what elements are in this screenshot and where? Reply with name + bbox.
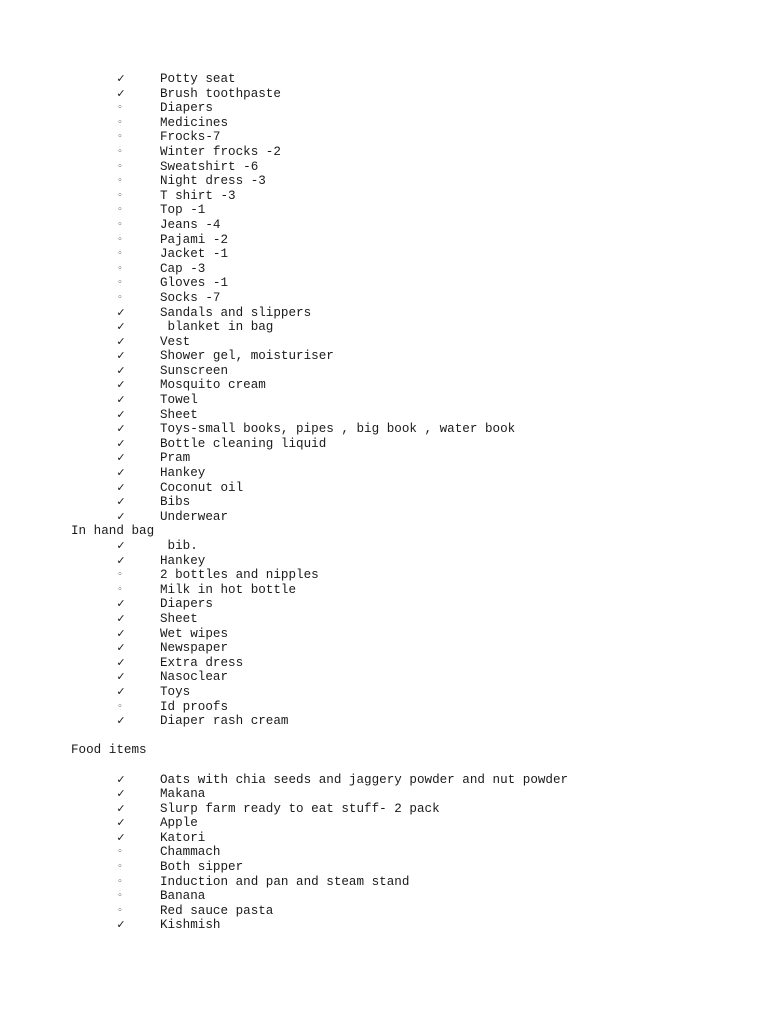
checkmark-icon: ✓: [116, 772, 126, 786]
list-item-text: Banana: [160, 889, 206, 904]
list-item: [0, 700, 768, 715]
list-item: [0, 130, 768, 145]
open-bullet-icon: ◦: [117, 701, 123, 712]
list-item: [0, 889, 768, 904]
checkmark-icon: ✓: [116, 363, 126, 377]
list-item: [0, 918, 768, 933]
list-item-text: Towel: [160, 393, 198, 408]
open-bullet-icon: ◦: [117, 176, 123, 187]
list-item-text: Makana: [160, 787, 206, 802]
list-item: [0, 875, 768, 890]
list-item: [0, 670, 768, 685]
list-item-text: Pram: [160, 451, 191, 466]
list-item-text: Bottle cleaning liquid: [160, 436, 327, 451]
list-item-text: Sandals and slippers: [160, 305, 312, 320]
list-item: [0, 612, 768, 627]
list-item-text: Jacket -1: [160, 247, 229, 262]
list-item-text: Milk in hot bottle: [160, 582, 297, 597]
list-item-text: Brush toothpaste: [160, 86, 281, 101]
list-item: [0, 714, 768, 729]
list-item-text: Wet wipes: [160, 626, 229, 641]
list-item: [0, 291, 768, 306]
list-item-text: Both sipper: [160, 860, 244, 875]
list-item: [0, 189, 768, 204]
checkmark-icon: ✓: [116, 714, 126, 728]
list-item: [0, 510, 768, 525]
list-item-text: Medicines: [160, 115, 229, 130]
list-item: [0, 262, 768, 277]
list-item-text: Diapers: [160, 101, 213, 116]
list-item: [0, 451, 768, 466]
open-bullet-icon: ◦: [117, 847, 123, 858]
list-item: [0, 466, 768, 481]
checkmark-icon: ✓: [116, 86, 126, 100]
list-item: [0, 437, 768, 452]
list-item: [0, 904, 768, 919]
checkmark-icon: ✓: [116, 320, 126, 334]
checkmark-icon: ✓: [116, 436, 126, 450]
list-item: [0, 802, 768, 817]
checkmark-icon: ✓: [116, 597, 126, 611]
list-item: [0, 845, 768, 860]
list-item-text: Apple: [160, 816, 198, 831]
checkmark-icon: ✓: [116, 918, 126, 932]
section-spacer: [0, 758, 768, 773]
list-item: [0, 247, 768, 262]
checkmark-icon: ✓: [116, 349, 126, 363]
list-item: [0, 685, 768, 700]
open-bullet-icon: ◦: [117, 103, 123, 114]
list-item-text: Sheet: [160, 611, 198, 626]
list-item-text: blanket in bag: [160, 320, 274, 335]
section-heading: Food items: [71, 743, 147, 758]
list-item-text: Sweatshirt -6: [160, 159, 259, 174]
section-spacer: [0, 729, 768, 744]
list-item-text: Kishmish: [160, 918, 221, 933]
list-item-text: 2 bottles and nipples: [160, 568, 319, 583]
list-item-text: Chammach: [160, 845, 221, 860]
list-item-text: Red sauce pasta: [160, 903, 274, 918]
list-item: [0, 116, 768, 131]
list-item: [0, 481, 768, 496]
checkmark-icon: ✓: [116, 393, 126, 407]
list-item-text: Hankey: [160, 553, 206, 568]
list-item: [0, 203, 768, 218]
open-bullet-icon: ◦: [117, 249, 123, 260]
list-item: [0, 860, 768, 875]
checkmark-icon: ✓: [116, 334, 126, 348]
checkmark-icon: ✓: [116, 641, 126, 655]
open-bullet-icon: ◦: [117, 146, 123, 157]
open-bullet-icon: ◦: [117, 905, 123, 916]
list-item-text: Newspaper: [160, 641, 229, 656]
list-item: [0, 583, 768, 598]
list-item-text: Potty seat: [160, 72, 236, 86]
list-item-text: Oats with chia seeds and jaggery powder and nut powder: [160, 772, 569, 787]
checkmark-icon: ✓: [116, 495, 126, 509]
open-bullet-icon: ◦: [117, 263, 123, 274]
list-item-text: Katori: [160, 830, 206, 845]
list-item-text: Id proofs: [160, 699, 229, 714]
open-bullet-icon: ◦: [117, 570, 123, 581]
list-item: [0, 831, 768, 846]
checkmark-icon: ✓: [116, 626, 126, 640]
list-item: [0, 773, 768, 788]
list-item: [0, 160, 768, 175]
checkmark-icon: ✓: [116, 407, 126, 421]
list-item-text: Extra dress: [160, 655, 244, 670]
open-bullet-icon: ◦: [117, 876, 123, 887]
list-item: [0, 364, 768, 379]
checkmark-icon: ✓: [116, 816, 126, 830]
checkmark-icon: ✓: [116, 670, 126, 684]
list-item: [0, 816, 768, 831]
open-bullet-icon: ◦: [117, 190, 123, 201]
list-item-text: Top -1: [160, 203, 206, 218]
checkmark-icon: ✓: [116, 787, 126, 801]
list-item-text: Diapers: [160, 597, 213, 612]
list-item: [0, 233, 768, 248]
list-item-text: Induction and pan and steam stand: [160, 874, 410, 889]
list-item-text: Nasoclear: [160, 670, 229, 685]
list-item-text: Pajami -2: [160, 232, 229, 247]
checkmark-icon: ✓: [116, 553, 126, 567]
section-heading: In hand bag: [71, 524, 155, 539]
checkmark-icon: ✓: [116, 801, 126, 815]
list-item-text: Bibs: [160, 495, 191, 510]
open-bullet-icon: ◦: [117, 219, 123, 230]
checkmark-icon: ✓: [116, 539, 126, 552]
checkmark-icon: ✓: [116, 509, 126, 523]
checkmark-icon: ✓: [116, 378, 126, 392]
checkmark-icon: ✓: [116, 451, 126, 465]
open-bullet-icon: ◦: [117, 205, 123, 216]
list-item: [0, 554, 768, 569]
list-item-text: Hankey: [160, 466, 206, 481]
list-item-text: T shirt -3: [160, 188, 236, 203]
list-item: [0, 349, 768, 364]
checklist-document: [0, 72, 768, 933]
list-item: [0, 641, 768, 656]
list-item-text: Mosquito cream: [160, 378, 266, 393]
list-item-text: Sheet: [160, 407, 198, 422]
list-item-text: Socks -7: [160, 290, 221, 305]
list-item-text: Gloves -1: [160, 276, 229, 291]
list-item-text: Vest: [160, 334, 191, 349]
open-bullet-icon: ◦: [117, 117, 123, 128]
list-item-text: Toys: [160, 684, 191, 699]
checkmark-icon: ✓: [116, 422, 126, 436]
open-bullet-icon: ◦: [117, 161, 123, 172]
checkmark-icon: ✓: [116, 830, 126, 844]
checkmark-icon: ✓: [116, 480, 126, 494]
checkmark-icon: ✓: [116, 466, 126, 480]
list-item: [0, 597, 768, 612]
list-item-text: Sunscreen: [160, 363, 229, 378]
list-item: [0, 218, 768, 233]
list-item: [0, 174, 768, 189]
list-item: [0, 568, 768, 583]
open-bullet-icon: ◦: [117, 292, 123, 303]
list-item-text: Slurp farm ready to eat stuff- 2 pack: [160, 801, 440, 816]
open-bullet-icon: ◦: [117, 234, 123, 245]
list-item-text: Cap -3: [160, 261, 206, 276]
list-item: [0, 87, 768, 102]
checkmark-icon: ✓: [116, 684, 126, 698]
list-item: [0, 101, 768, 116]
list-item: [0, 408, 768, 423]
list-item: [0, 422, 768, 437]
list-item-text: bib.: [160, 539, 198, 553]
list-item-text: Underwear: [160, 509, 229, 524]
list-item-text: Winter frocks -2: [160, 144, 281, 159]
list-item-text: Night dress -3: [160, 174, 266, 189]
open-bullet-icon: ◦: [117, 862, 123, 873]
open-bullet-icon: ◦: [117, 278, 123, 289]
list-item: [0, 306, 768, 321]
open-bullet-icon: ◦: [117, 584, 123, 595]
list-item: [0, 72, 768, 87]
list-item: [0, 378, 768, 393]
list-item-text: Coconut oil: [160, 480, 244, 495]
list-item: [0, 393, 768, 408]
list-item-text: Shower gel, moisturiser: [160, 349, 334, 364]
list-item: [0, 787, 768, 802]
list-item: [0, 276, 768, 291]
list-item: [0, 627, 768, 642]
list-item-text: Frocks-7: [160, 130, 221, 145]
list-item-text: Toys-small books, pipes , big book , water book: [160, 422, 516, 437]
checkmark-icon: ✓: [116, 611, 126, 625]
list-item: [0, 656, 768, 671]
list-item: [0, 539, 768, 554]
open-bullet-icon: ◦: [117, 891, 123, 902]
checkmark-icon: ✓: [116, 72, 126, 85]
list-item: [0, 495, 768, 510]
list-item: [0, 320, 768, 335]
checkmark-icon: ✓: [116, 655, 126, 669]
list-item: [0, 335, 768, 350]
list-item-text: Jeans -4: [160, 217, 221, 232]
list-item: [0, 145, 768, 160]
list-item-text: Diaper rash cream: [160, 714, 289, 729]
checkmark-icon: ✓: [116, 305, 126, 319]
open-bullet-icon: ◦: [117, 132, 123, 143]
